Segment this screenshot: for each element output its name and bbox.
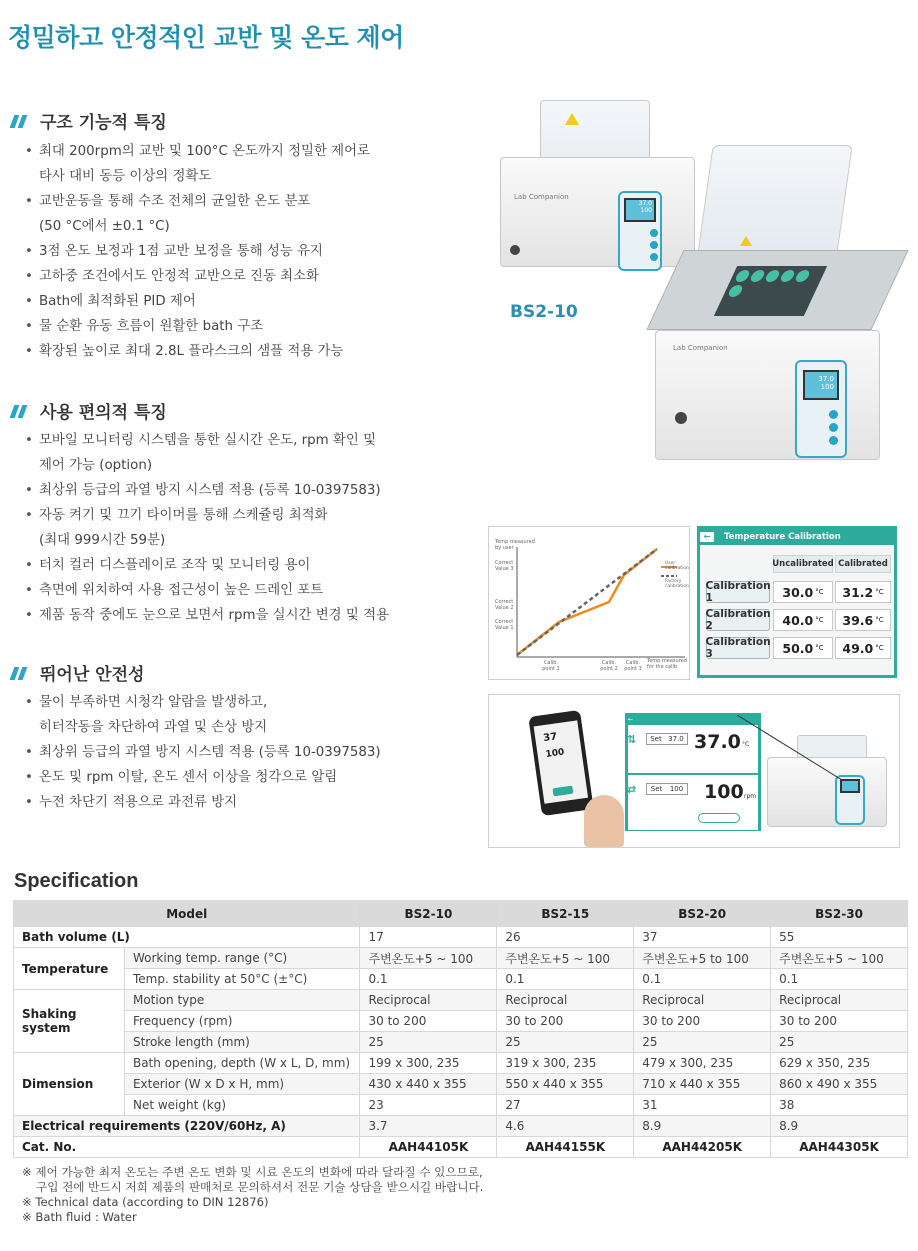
phone-screen xyxy=(534,720,588,803)
product-image-open-bath xyxy=(655,140,900,470)
table-row xyxy=(14,969,908,990)
cal-value-3 xyxy=(835,637,891,659)
row-label: Exterior (W x D x H, mm) xyxy=(124,1074,360,1095)
row-label: Electrical requirements (220V/60Hz, A) xyxy=(14,1116,360,1137)
page-title: 정밀하고 안정적인 교반 및 온도 제어 xyxy=(8,23,404,52)
uncal-value-3 xyxy=(773,637,833,659)
drain-port-icon xyxy=(510,245,520,255)
list-item: • 모바일 모니터링 시스템을 통한 실시간 온도, rpm 확인 및 xyxy=(22,428,482,453)
table-cell: 319 x 300, 235 xyxy=(497,1053,634,1074)
table-cell: 8.9 xyxy=(771,1116,908,1137)
table-cell: 23 xyxy=(360,1095,497,1116)
row-label: Stroke length (mm) xyxy=(124,1032,360,1053)
shake-icon: ⇄ xyxy=(627,783,637,796)
list-item: • 교반운동을 통해 수조 전체의 균일한 온도 분포 xyxy=(22,189,482,214)
value: 31.2 xyxy=(842,584,874,600)
temp-value: 37.0 xyxy=(694,731,741,753)
table-cell: Reciprocal xyxy=(497,990,634,1011)
bath-top xyxy=(646,250,908,330)
row-label: Bath opening, depth (W x L, D, mm) xyxy=(124,1053,360,1074)
table-row xyxy=(14,1095,908,1116)
header-model-bs2-20: BS2-20 xyxy=(634,901,771,927)
table-row xyxy=(14,1116,908,1137)
unit: °C xyxy=(875,644,884,652)
footnotes xyxy=(22,1165,483,1225)
list-item: • 최대 200rpm의 교반 및 100°C 온도까지 정밀한 제어로 xyxy=(22,139,482,164)
value: 49.0 xyxy=(842,640,874,656)
section-heading-label: 구조 기능적 특징 xyxy=(40,113,167,133)
thermometer-icon: ⇅ xyxy=(627,733,637,746)
table-row xyxy=(14,1137,908,1158)
footnote: 구입 전에 반드시 저희 제품의 판매처로 문의하셔서 전문 기술 상담을 받으시길 바랍니다. xyxy=(36,1180,484,1194)
header-model-bs2-30: BS2-30 xyxy=(771,901,908,927)
table-cell: Reciprocal xyxy=(771,990,908,1011)
unit: °C xyxy=(815,644,824,652)
calibration-screen xyxy=(697,526,897,678)
cal-value-2 xyxy=(835,609,891,631)
setpoint-value: 37.0 xyxy=(668,735,684,743)
list-item: • 온도 및 rpm 이탈, 온도 센서 이상을 청각으로 알림 xyxy=(22,765,482,790)
table-cell: 25 xyxy=(360,1032,497,1053)
section-marker-icon xyxy=(8,114,30,128)
calibration-titlebar xyxy=(700,529,894,545)
back-arrow-icon[interactable]: ← xyxy=(700,532,714,542)
flask-rack xyxy=(714,266,827,316)
product-model-label: BS2-10 xyxy=(510,302,578,322)
group-label: Temperature xyxy=(14,948,125,990)
display-screen xyxy=(624,198,656,222)
footnote: ※ 제어 가능한 최저 온도는 주변 온도 변화 및 시료 온도의 변화에 따라 달라질 수 있으므로, xyxy=(22,1165,483,1179)
table-cell: 30 to 200 xyxy=(771,1011,908,1032)
table-row xyxy=(14,1032,908,1053)
group-label: Dimension xyxy=(14,1053,125,1116)
value: 40.0 xyxy=(782,612,814,628)
table-cell: 8.9 xyxy=(634,1116,771,1137)
calibration-chart-card xyxy=(488,526,690,680)
drain-port-icon xyxy=(675,412,687,424)
group-label: Shaking system xyxy=(14,990,125,1053)
list-item: • 터치 컬러 디스플레이로 조작 및 모니터링 용이 xyxy=(22,553,482,578)
table-cell: AAH44305K xyxy=(771,1137,908,1158)
row-label: Frequency (rpm) xyxy=(124,1011,360,1032)
list-item: • 측면에 위치하여 사용 접근성이 높은 드레인 포트 xyxy=(22,578,482,603)
table-cell: 30 to 200 xyxy=(634,1011,771,1032)
list-item: • 누전 차단기 적용으로 과전류 방지 xyxy=(22,790,482,815)
brand-label: Lab Companion xyxy=(514,193,569,201)
display-temp: 37.0 xyxy=(818,375,834,383)
calibration-title: Temperature Calibration xyxy=(724,532,841,542)
pointer-line xyxy=(737,715,847,785)
list-item: • 물이 부족하면 시청각 알람을 발생하고, xyxy=(22,690,482,715)
display-rpm: 100 xyxy=(820,383,834,391)
table-cell: 0.1 xyxy=(634,969,771,990)
header-model-bs2-10: BS2-10 xyxy=(360,901,497,927)
section-marker-icon xyxy=(8,404,30,418)
section-heading-usability xyxy=(8,398,167,423)
chart-x-tick: Calib. point 2 xyxy=(600,660,618,672)
table-cell: 주변온도+5 ~ 100 xyxy=(497,948,634,969)
table-header-row xyxy=(14,901,908,927)
legend-factory: Factory calibration xyxy=(665,579,689,589)
table-cell: 30 to 200 xyxy=(497,1011,634,1032)
setpoint-label: Set xyxy=(650,735,662,743)
table-cell: 25 xyxy=(771,1032,908,1053)
table-cell: 25 xyxy=(497,1032,634,1053)
list-item: • 최상위 등급의 과열 방지 시스템 적용 (등록 10-0397583) xyxy=(22,740,482,765)
brand-label: Lab Companion xyxy=(673,344,728,352)
table-cell: 17 xyxy=(360,927,497,948)
temp-setpoint-field[interactable] xyxy=(646,733,688,745)
table-cell: 37 xyxy=(634,927,771,948)
chart-x-label: Temp measured for the calib xyxy=(647,658,687,670)
list-item: (최대 999시간 59분) xyxy=(39,533,166,548)
rpm-value: 100 xyxy=(704,781,744,803)
uncal-value-2 xyxy=(773,609,833,631)
unit: °C xyxy=(815,616,824,624)
list-item: • 확장된 높이로 최대 2.8L 플라스크의 샘플 적용 가능 xyxy=(22,339,482,364)
table-cell: 860 x 490 x 355 xyxy=(771,1074,908,1095)
list-item: 제어 가능 (option) xyxy=(39,458,153,473)
table-cell: 550 x 440 x 355 xyxy=(497,1074,634,1095)
row-label: Net weight (kg) xyxy=(124,1095,360,1116)
phone-temp: 37 xyxy=(542,731,558,745)
phone-action-button xyxy=(552,786,573,797)
table-cell: AAH44155K xyxy=(497,1137,634,1158)
value: 30.0 xyxy=(782,584,814,600)
calibration-1-button[interactable]: Calibration 1 xyxy=(705,580,771,604)
chart-y-label: Temp measured by user xyxy=(495,539,535,551)
value: 39.6 xyxy=(842,612,874,628)
uncal-value-1 xyxy=(773,581,833,603)
calibration-body xyxy=(700,545,894,675)
control-button-icon xyxy=(829,410,838,419)
section-heading-structure xyxy=(8,108,167,133)
calibration-3-button[interactable]: Calibration 3 xyxy=(705,636,771,660)
table-row xyxy=(14,948,908,969)
display-temp: 37.0 xyxy=(638,200,652,207)
table-cell: 710 x 440 x 355 xyxy=(634,1074,771,1095)
table-row xyxy=(14,1011,908,1032)
table-row xyxy=(14,990,908,1011)
control-button-icon xyxy=(829,423,838,432)
section-heading-label: 사용 편의적 특징 xyxy=(40,403,167,423)
table-cell: Reciprocal xyxy=(634,990,771,1011)
col-uncalibrated: Uncalibrated xyxy=(773,555,833,573)
feature-list-safety xyxy=(22,690,482,815)
table-cell: 주변온도+5 ~ 100 xyxy=(771,948,908,969)
list-item: • 물 순환 유동 흐름이 원활한 bath 구조 xyxy=(22,314,482,339)
row-label: Motion type xyxy=(124,990,360,1011)
table-cell: 31 xyxy=(634,1095,771,1116)
col-calibrated: Calibrated xyxy=(835,555,891,573)
calibration-2-button[interactable]: Calibration 2 xyxy=(705,608,771,632)
table-cell: 479 x 300, 235 xyxy=(634,1053,771,1074)
header-model: Model xyxy=(14,901,360,927)
table-row xyxy=(14,1053,908,1074)
list-item: • 최상위 등급의 과열 방지 시스템 적용 (등록 10-0397583) xyxy=(22,478,482,503)
feature-list-structure xyxy=(22,139,482,364)
rpm-setpoint-field[interactable] xyxy=(646,783,688,795)
list-item: • 자동 켜기 및 끄기 타이머를 통해 스케쥴링 최적화 xyxy=(22,503,482,528)
spec-table xyxy=(13,900,908,1158)
temp-unit: °C xyxy=(742,741,750,748)
warning-icon xyxy=(740,236,752,246)
table-cell: 27 xyxy=(497,1095,634,1116)
header-model-bs2-15: BS2-15 xyxy=(497,901,634,927)
display-screen xyxy=(803,370,839,400)
unit: °C xyxy=(815,588,824,596)
table-cell: 55 xyxy=(771,927,908,948)
back-arrow-icon: ← xyxy=(628,716,634,723)
setpoint-label: Set xyxy=(650,785,663,793)
table-row xyxy=(14,927,908,948)
chart-x-tick: Calib. point 3 xyxy=(624,660,642,672)
section-heading-label: 뛰어난 안전성 xyxy=(40,665,145,685)
rpm-unit: rpm xyxy=(744,793,757,800)
unit: °C xyxy=(875,588,884,596)
table-cell: 4.6 xyxy=(497,1116,634,1137)
chart-y-tick: Correct Value 1 xyxy=(495,619,514,631)
spec-title: Specification xyxy=(14,870,139,892)
table-cell: AAH44205K xyxy=(634,1137,771,1158)
feature-list-usability xyxy=(22,428,482,628)
table-cell: 0.1 xyxy=(360,969,497,990)
control-button-icon xyxy=(829,436,838,445)
list-item: • 고하중 조건에서도 안정적 교반으로 진동 최소화 xyxy=(22,264,482,289)
legend-user: User calibration xyxy=(665,561,689,571)
hand-illustration xyxy=(584,795,624,847)
setpoint-value: 100 xyxy=(669,785,684,793)
table-cell: 430 x 440 x 355 xyxy=(360,1074,497,1095)
table-cell: 199 x 300, 235 xyxy=(360,1053,497,1074)
rpm-toggle[interactable] xyxy=(698,813,740,823)
table-cell: 25 xyxy=(634,1032,771,1053)
table-cell: 3.7 xyxy=(360,1116,497,1137)
list-item: • 3점 온도 보정과 1점 교반 보정을 통해 성능 유지 xyxy=(22,239,482,264)
section-heading-safety xyxy=(8,660,144,685)
table-cell: 26 xyxy=(497,927,634,948)
phone-rpm: 100 xyxy=(545,747,566,760)
row-label: Working temp. range (°C) xyxy=(124,948,360,969)
section-marker-icon xyxy=(8,666,30,680)
list-item: • Bath에 최적화된 PID 제어 xyxy=(22,289,482,314)
table-cell: 주변온도+5 to 100 xyxy=(634,948,771,969)
row-label: Temp. stability at 50°C (±°C) xyxy=(124,969,360,990)
row-label: Bath volume (L) xyxy=(14,927,360,948)
chart-x-tick: Calib. point 1 xyxy=(542,660,560,672)
table-cell: 38 xyxy=(771,1095,908,1116)
smartphone xyxy=(528,710,593,816)
table-cell: 0.1 xyxy=(771,969,908,990)
chart-y-tick: Correct Value 2 xyxy=(495,599,514,611)
table-cell: Reciprocal xyxy=(360,990,497,1011)
list-item: 히터작동을 차단하여 과열 및 손상 방지 xyxy=(39,720,268,735)
cal-value-1 xyxy=(835,581,891,603)
value: 50.0 xyxy=(782,640,814,656)
mobile-monitoring-card xyxy=(488,694,900,848)
table-cell: 주변온도+5 ~ 100 xyxy=(360,948,497,969)
table-row xyxy=(14,1074,908,1095)
unit: °C xyxy=(875,616,884,624)
table-cell: 30 to 200 xyxy=(360,1011,497,1032)
warning-icon xyxy=(565,113,579,125)
chart-y-tick: Correct Value 3 xyxy=(495,560,514,572)
table-cell: 0.1 xyxy=(497,969,634,990)
table-cell: AAH44105K xyxy=(360,1137,497,1158)
list-item: 타사 대비 동등 이상의 정확도 xyxy=(39,169,212,184)
open-lid xyxy=(697,145,852,255)
list-item: • 제품 동작 중에도 눈으로 보면서 rpm을 실시간 변경 및 적용 xyxy=(22,603,482,628)
list-item: (50 °C에서 ±0.1 °C) xyxy=(39,219,170,234)
table-cell: 629 x 350, 235 xyxy=(771,1053,908,1074)
display-rpm: 100 xyxy=(640,207,652,214)
product-image-thumbnail xyxy=(767,735,893,830)
transparent-lid xyxy=(540,100,650,160)
footnote: ※ Bath fluid : Water xyxy=(22,1210,137,1224)
footnote: ※ Technical data (according to DIN 12876) xyxy=(22,1195,269,1209)
row-label: Cat. No. xyxy=(14,1137,360,1158)
